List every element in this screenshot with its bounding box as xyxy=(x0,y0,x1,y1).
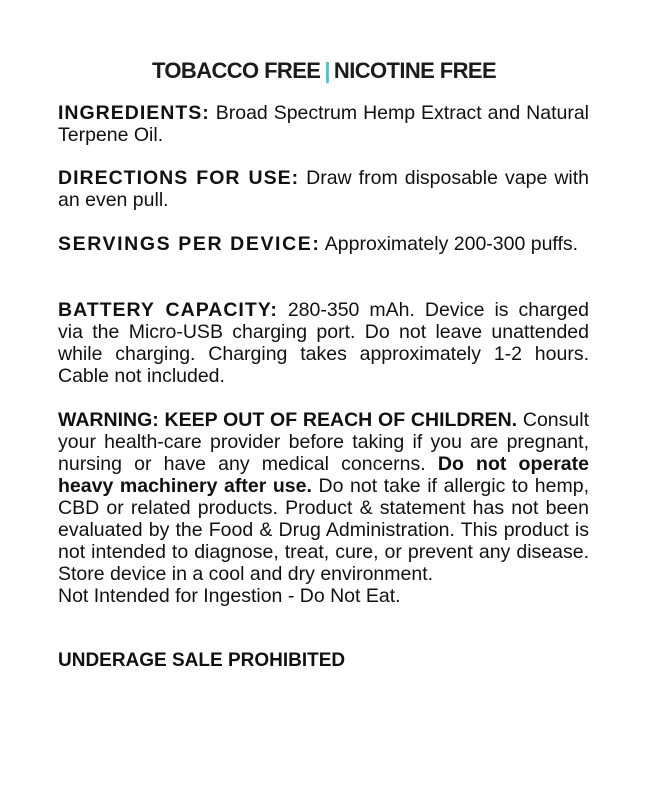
servings-text: Approximately 200-300 puffs. xyxy=(324,233,579,255)
keep-away-text: KEEP OUT OF REACH OF CHILDREN. xyxy=(164,409,518,431)
ingredients-label: INGREDIENTS: xyxy=(58,102,210,124)
warning-label: WARNING: xyxy=(58,409,159,431)
warning-text-1: Consult your health-care provider before taking if you are pregnant, nursing or have any medical concerns. xyxy=(58,409,589,475)
battery-label: BATTERY CAPACITY: xyxy=(58,299,278,321)
servings-section xyxy=(58,233,589,255)
ingredients-section xyxy=(58,102,589,146)
battery-text: 280-350 mAh. Device is charged via the Micro-USB charging port. Do not leave unattended while charging. Charging takes approximately 1-2 hours. Cable not included. xyxy=(58,299,590,387)
ingredients-text: Broad Spectrum Hemp Extract and Natural Terpene Oil. xyxy=(58,102,589,146)
tobacco-free-text: TOBACCO FREE xyxy=(151,58,321,83)
product-label xyxy=(58,0,589,803)
ingestion-warning: Not Intended for Ingestion - Do Not Eat. xyxy=(58,585,401,607)
machinery-warning: Do not operate heavy machinery after use. xyxy=(58,453,589,497)
directions-text: Draw from disposable vape with an even pull. xyxy=(58,167,590,211)
headline xyxy=(0,58,648,84)
battery-section xyxy=(58,299,589,387)
headline-separator: | xyxy=(324,58,330,83)
warning-section xyxy=(58,409,589,607)
underage-notice: UNDERAGE SALE PROHIBITED xyxy=(58,650,346,671)
nicotine-free-text: NICOTINE FREE xyxy=(333,58,497,83)
directions-label: DIRECTIONS FOR USE: xyxy=(58,167,300,189)
warning-text-2: Do not take if allergic to hemp, CBD or related products. Product & statement has not been evaluated by the Food & Drug Administration. This product is not intended to diagnose, treat, cure, or prevent any disease. Store device in a cool and dry environment. xyxy=(58,475,589,585)
servings-label: SERVINGS PER DEVICE: xyxy=(58,233,321,255)
directions-section xyxy=(58,167,589,211)
